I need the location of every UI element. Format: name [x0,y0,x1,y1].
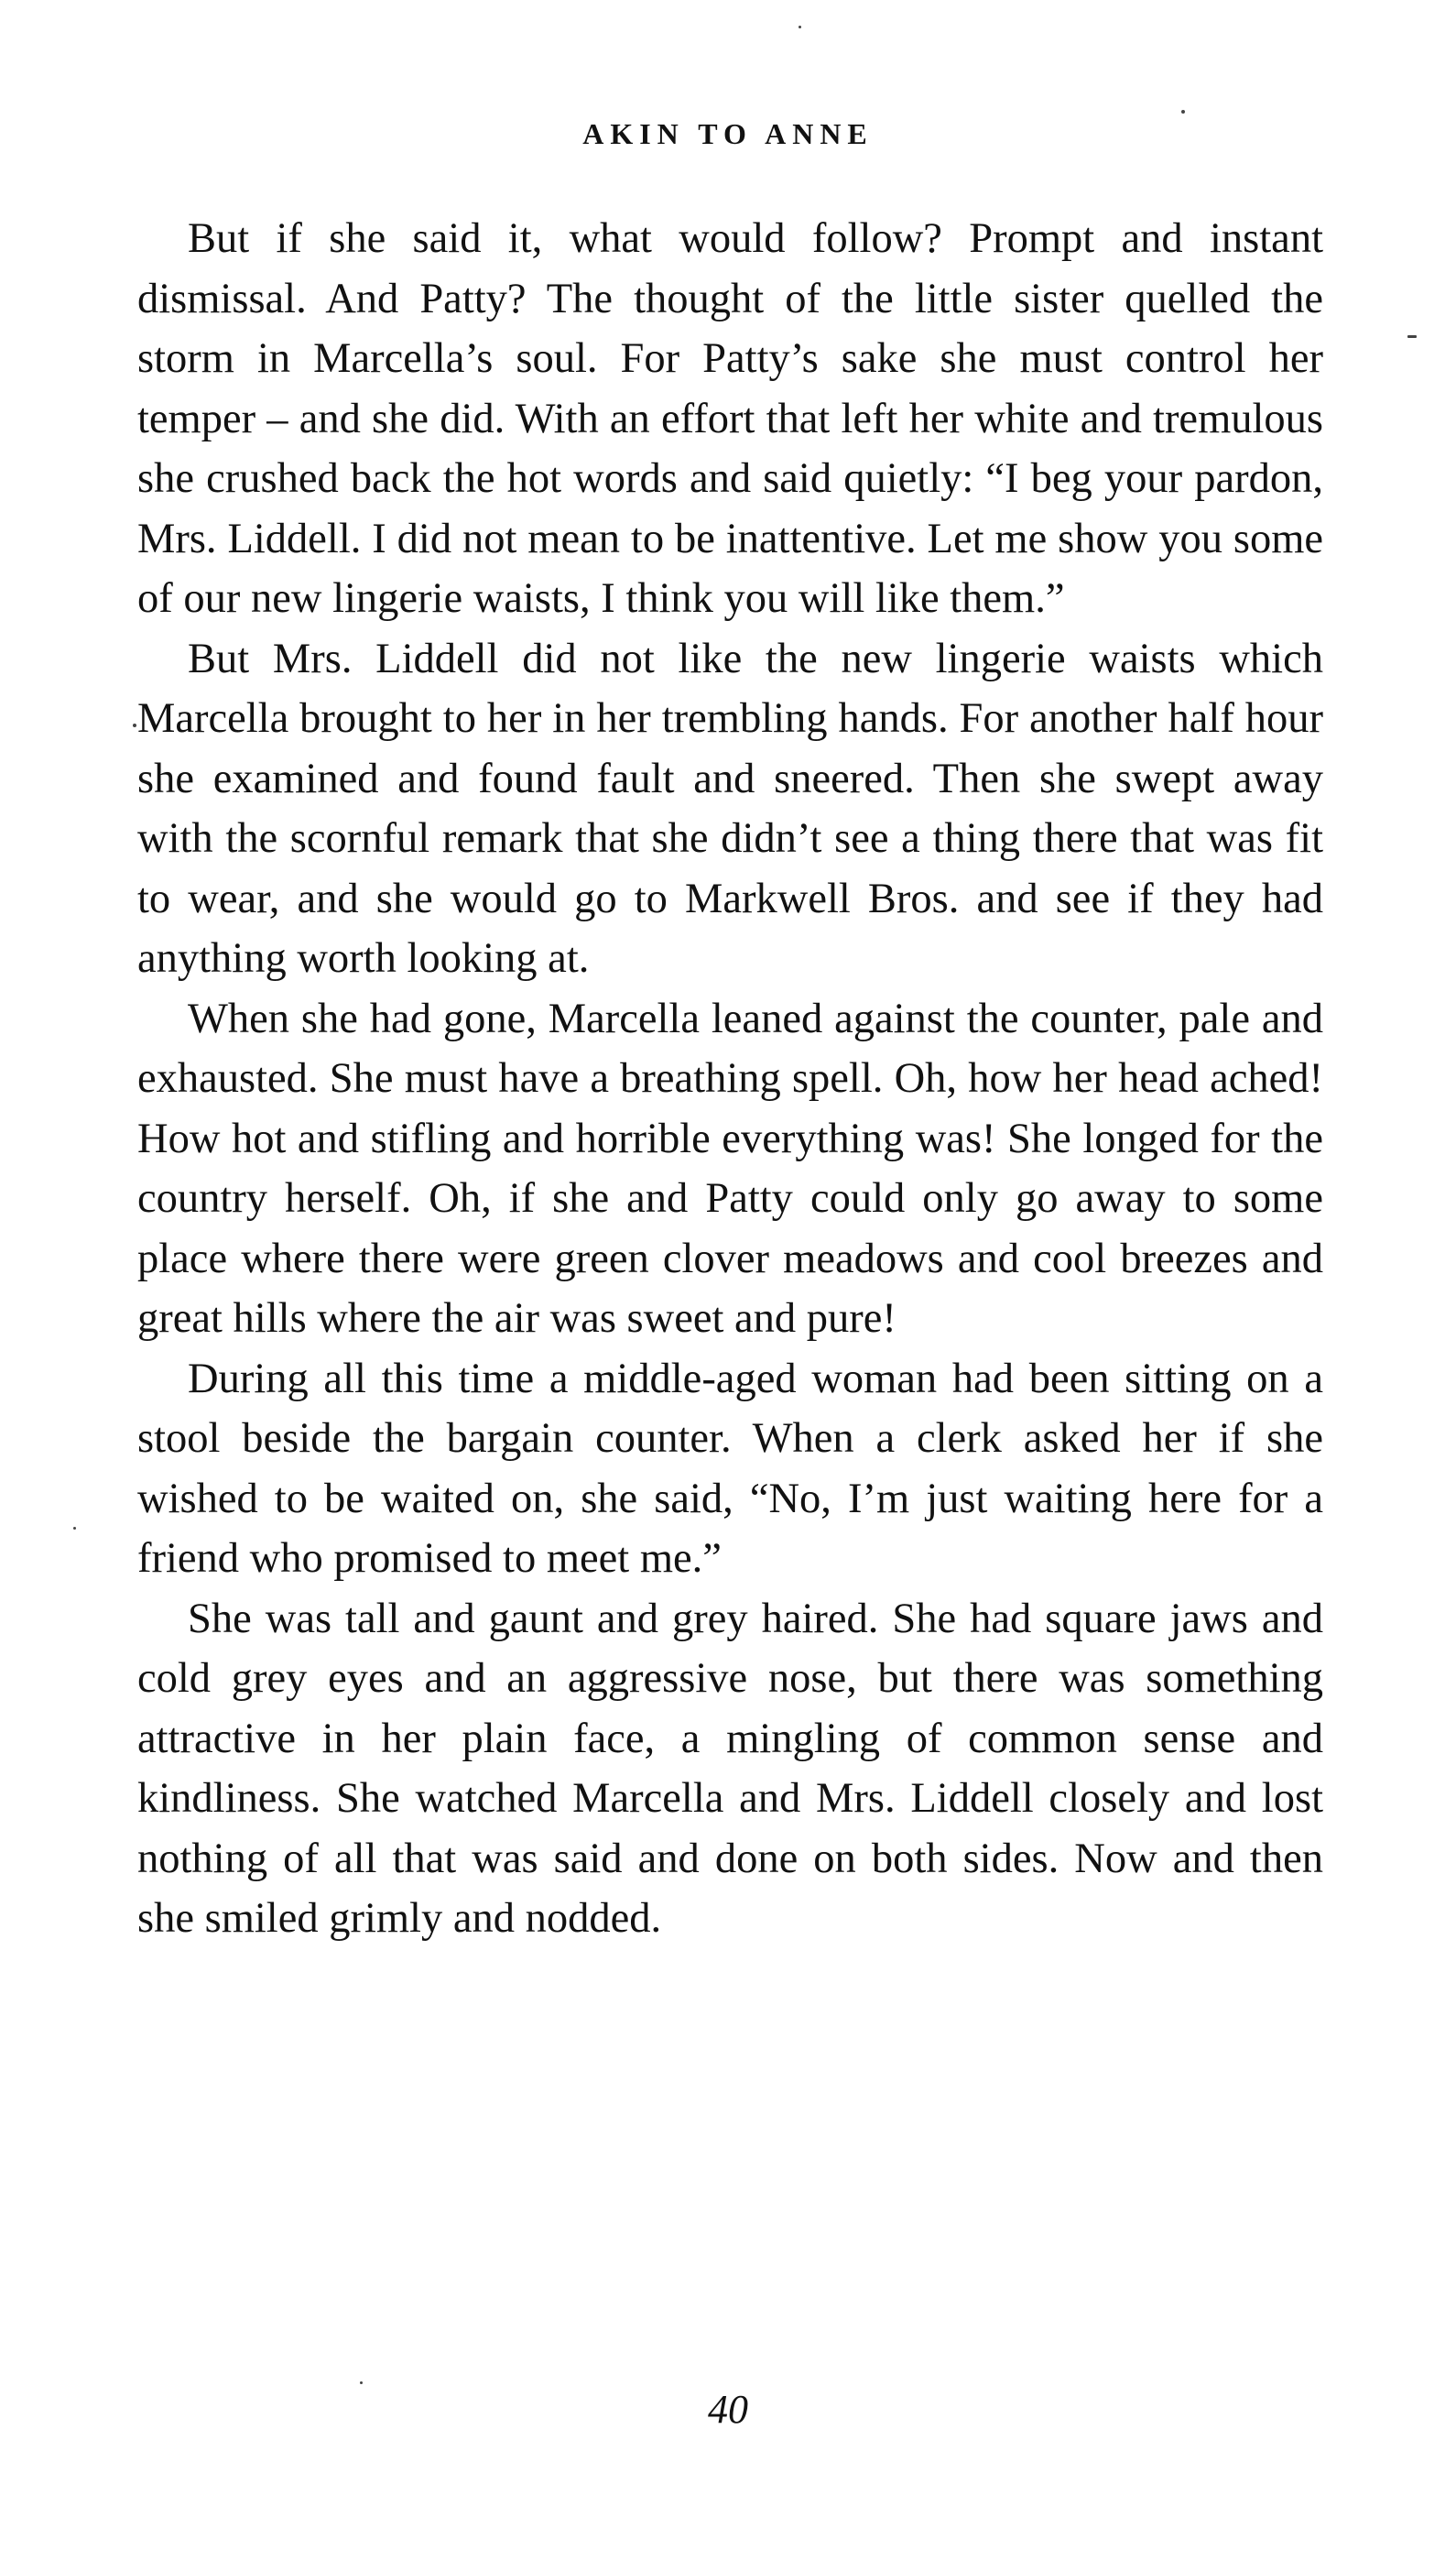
paragraph: But if she said it, what would follow? Prompt and instant dismissal. And Patty? The thought of the little sister quelled the storm in Marcella’s soul. For Patty’s sake she must control her temper – and she did. With an effort that left her white and tremulous she crushed back the hot words and said quietly: “I beg your pardon, Mrs. Liddell. I did not mean to be inattentive. Let me show you some of our new lingerie waists, I think you will like them.” [137,215,1323,622]
paragraph: During all this time a middle-aged woman had been sitting on a stool beside the bargain counter. When a clerk asked her if she wished to be waited on, she said, “No, I’m just waiting here for a friend who promised to meet me.” [137,1355,1323,1582]
paragraph: When she had gone, Marcella leaned against the counter, pale and exhausted. She must have a breathing spell. Oh, how her head ached! How hot and stifling and horrible everything was! She longed for the country herself. Oh, if she and Patty could only go away to some place where there were green clover meadows and cool breezes and great hills where the air was sweet and pure! [137,995,1323,1342]
running-head: AKIN TO ANNE [582,117,874,150]
body-text [137,209,1323,1949]
scan-speck [1407,335,1417,338]
paragraph: But Mrs. Liddell did not like the new lingerie waists which Marcella brought to her in her trembling hands. For another half hour she examined and found fault and sneered. Then she swept away with the scornful remark that she didn’t see a thing there that was fit to wear, and she would go to Markwell Bros. and see if they had anything worth looking at. [137,635,1323,982]
scan-speck [133,724,136,727]
scan-speck [360,2381,363,2384]
page-number: 40 [708,2387,748,2432]
paragraph: She was tall and gaunt and grey haired. She had square jaws and cold grey eyes and an aggressive nose, but there was something attractive in her plain face, a mingling of common sense and kindliness. She watched Marcella and Mrs. Liddell closely and lost nothing of all that was said and done on both sides. Now and then she smiled grimly and nodded. [137,1595,1323,1942]
scan-speck [799,26,801,28]
scan-speck [73,1527,76,1530]
scan-speck [1181,110,1185,114]
